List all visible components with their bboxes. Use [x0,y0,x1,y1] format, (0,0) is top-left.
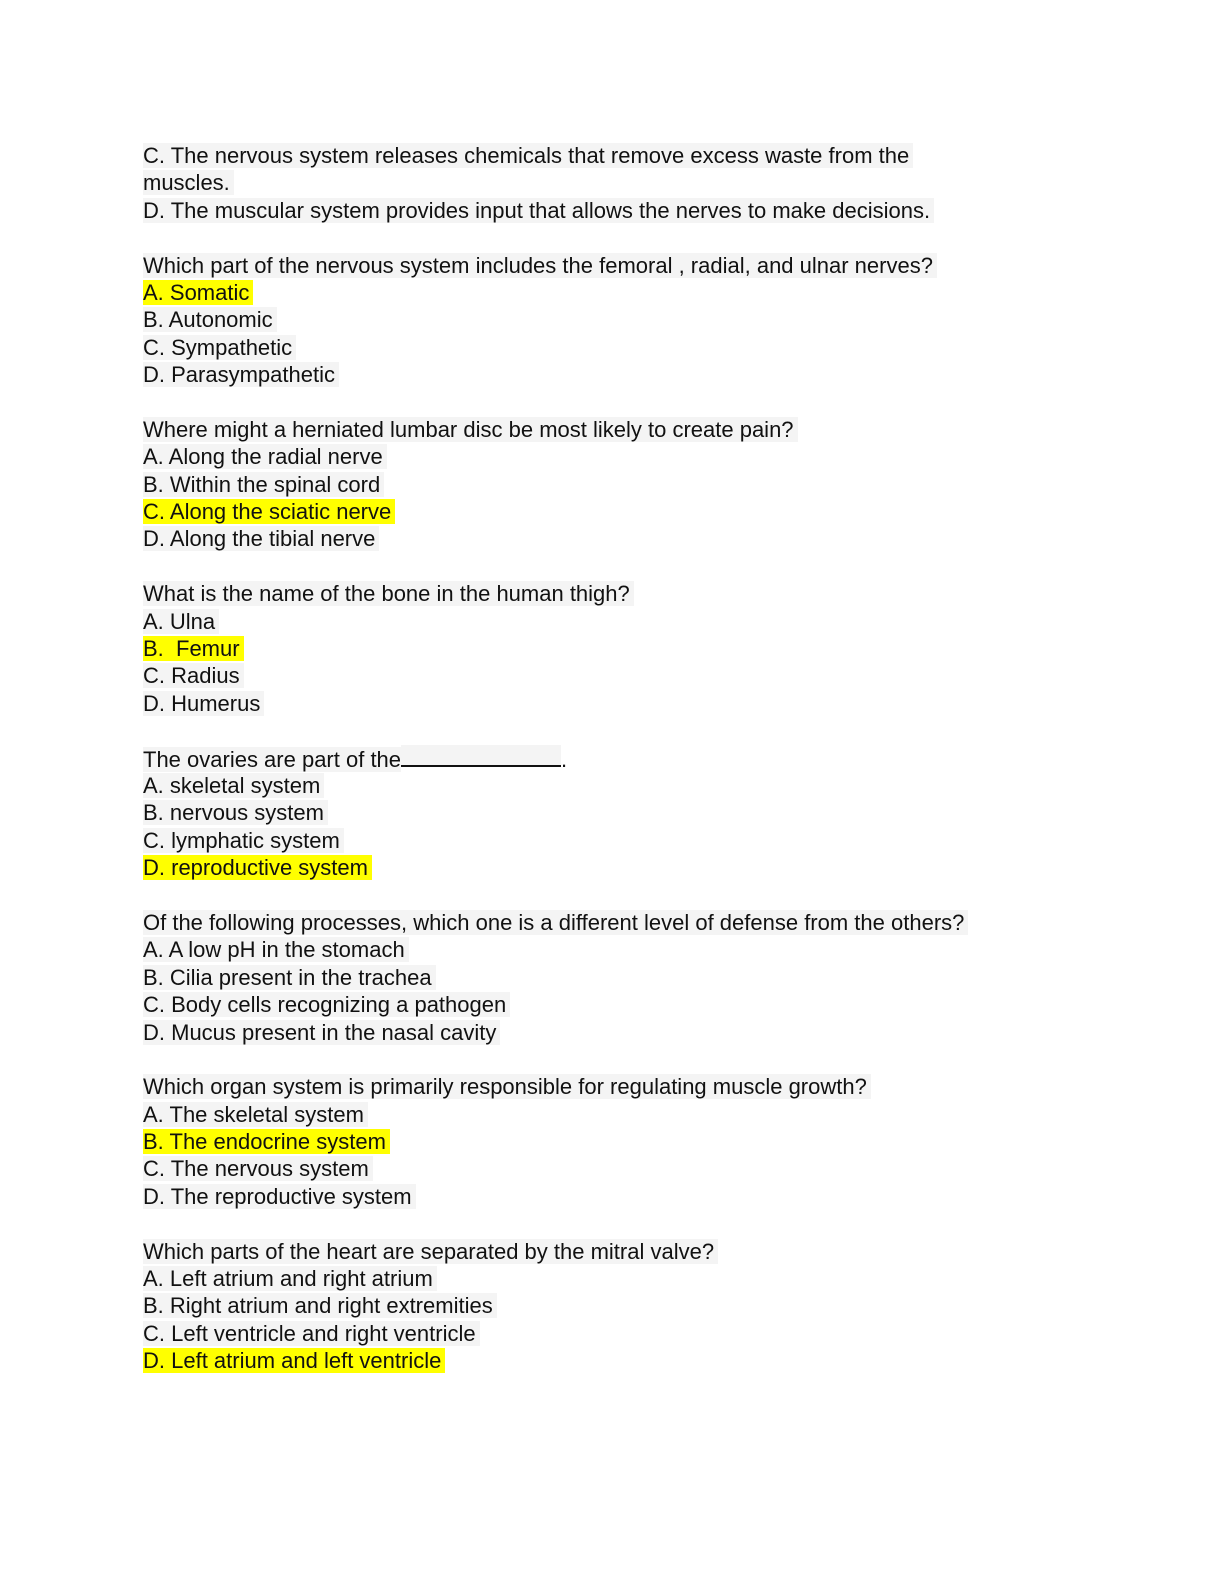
fill-in-blank [401,745,561,767]
answer-option: D. Humerus [143,690,1103,717]
answer-option: A. Along the radial nerve [143,443,1103,470]
answer-option: A. The skeletal system [143,1101,1103,1128]
answer-option: D. Parasympathetic [143,361,1103,388]
answer-option: B. Cilia present in the trachea [143,964,1103,991]
question-text: Where might a herniated lumbar disc be most likely to create pain? [143,416,1103,443]
answer-option: B. Autonomic [143,306,1103,333]
answer-option: A. Left atrium and right atrium [143,1265,1103,1292]
answer-option: B. Right atrium and right extremities [143,1292,1103,1319]
answer-option: C. lymphatic system [143,827,1103,854]
answer-option: D. The reproductive system [143,1183,1103,1210]
answer-option: C. Sympathetic [143,334,1103,361]
document-page [143,142,1103,1375]
answer-option: D. Mucus present in the nasal cavity [143,1019,1103,1046]
answer-option-highlighted: A. Somatic [143,279,1103,306]
answer-option-highlighted: B. The endocrine system [143,1128,1103,1155]
answer-option-highlighted: C. Along the sciatic nerve [143,498,1103,525]
answer-option: C. Body cells recognizing a pathogen [143,991,1103,1018]
answer-option: D. The muscular system provides input that allows the nerves to make decisions. [143,197,1103,224]
question-text: What is the name of the bone in the human thigh? [143,580,1103,607]
answer-option: C. The nervous system [143,1155,1103,1182]
question-text: The ovaries are part of the . [143,746,568,772]
answer-option: C. Radius [143,662,1103,689]
question-text: Which parts of the heart are separated by the mitral valve? [143,1238,1103,1265]
answer-option: A. skeletal system [143,772,1103,799]
question-text: Which part of the nervous system includes the femoral , radial, and ulnar nerves? [143,252,1103,279]
answer-option: C. The nervous system releases chemicals that remove excess waste from the [143,142,1103,169]
answer-option: C. Left ventricle and right ventricle [143,1320,1103,1347]
answer-option-highlighted: B. Femur [143,635,1103,662]
answer-option-highlighted: D. Left atrium and left ventricle [143,1347,1103,1374]
answer-option: B. Within the spinal cord [143,471,1103,498]
answer-option-highlighted: D. reproductive system [143,854,1103,881]
question-text: Which organ system is primarily responsible for regulating muscle growth? [143,1073,1103,1100]
answer-option: D. Along the tibial nerve [143,525,1103,552]
answer-option: A. Ulna [143,608,1103,635]
question-text: Of the following processes, which one is a different level of defense from the others? [143,909,1103,936]
answer-option: B. nervous system [143,799,1103,826]
answer-option-continuation: muscles. [143,169,1103,196]
answer-option: A. A low pH in the stomach [143,936,1103,963]
